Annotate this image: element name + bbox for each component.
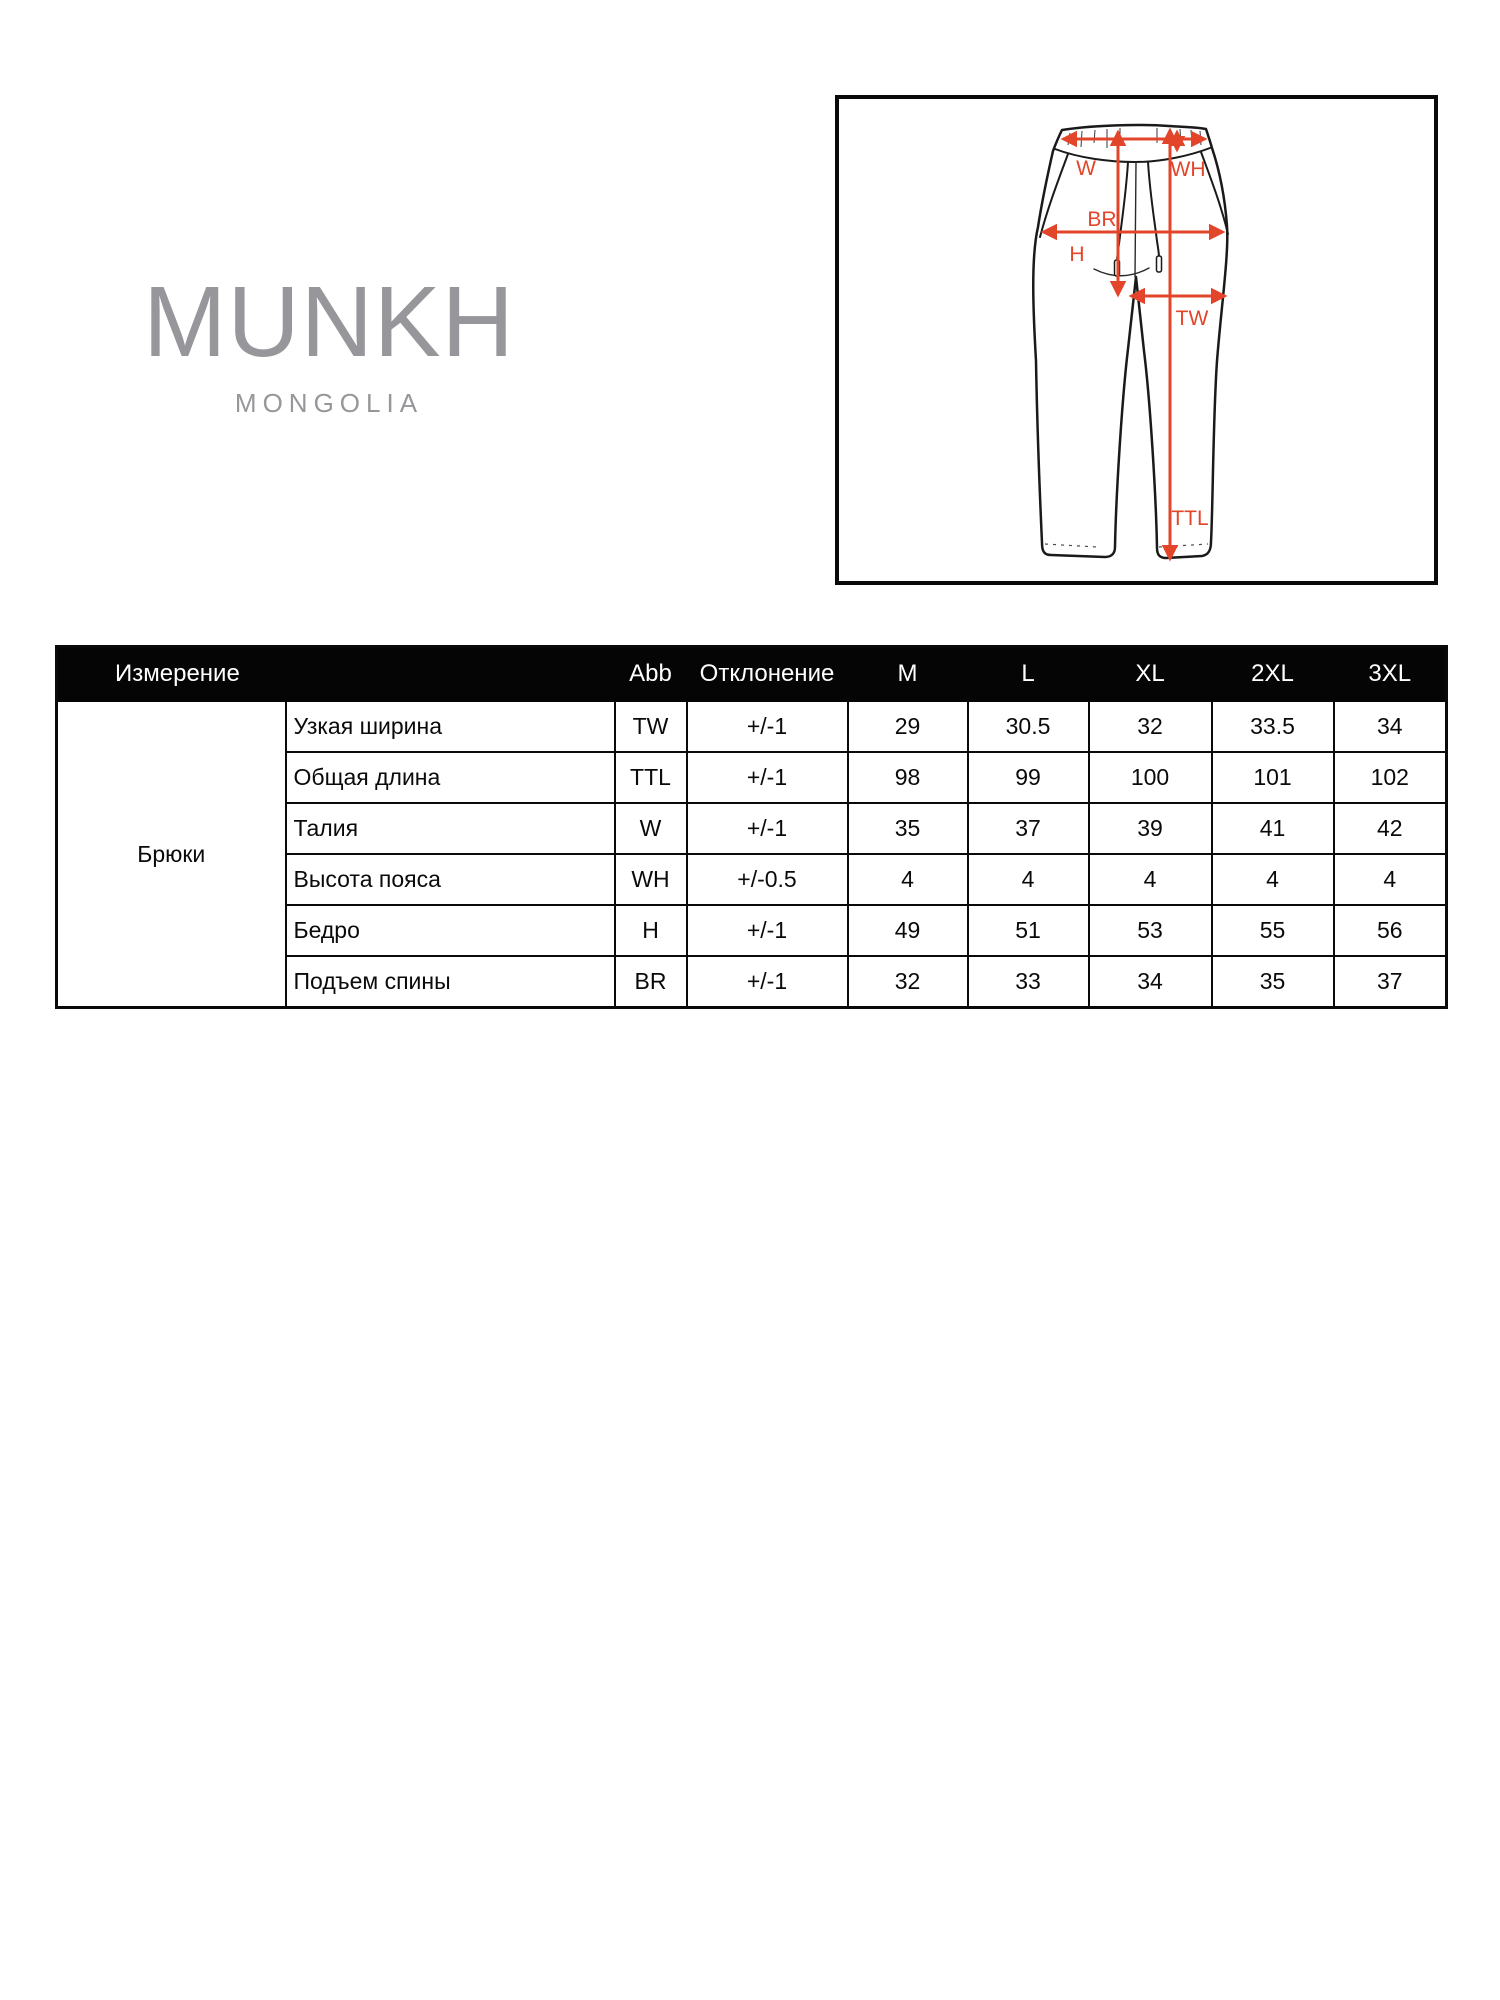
size-value-cell: 102 (1334, 752, 1447, 803)
measurement-name-cell: Узкая ширина (286, 701, 615, 752)
deviation-cell: +/-1 (687, 905, 848, 956)
deviation-cell: +/-1 (687, 956, 848, 1008)
header-measurement: Измерение (57, 647, 615, 702)
deviation-cell: +/-0.5 (687, 854, 848, 905)
size-value-cell: 100 (1089, 752, 1212, 803)
header-size-l: L (968, 647, 1089, 702)
pants-diagram-box (835, 95, 1438, 585)
size-table (55, 645, 1448, 1009)
measurement-name-cell: Бедро (286, 905, 615, 956)
size-value-cell: 35 (1212, 956, 1334, 1008)
header-size-m: M (848, 647, 968, 702)
abb-cell: TTL (615, 752, 687, 803)
abb-cell: W (615, 803, 687, 854)
size-value-cell: 30.5 (968, 701, 1089, 752)
size-value-cell: 33.5 (1212, 701, 1334, 752)
size-value-cell: 37 (968, 803, 1089, 854)
pants-diagram-svg (839, 99, 1434, 581)
size-value-cell: 29 (848, 701, 968, 752)
header-abb: Abb (615, 647, 687, 702)
measure-label-br: BR (1087, 208, 1117, 231)
size-value-cell: 34 (1334, 701, 1447, 752)
measure-label-h: H (1069, 243, 1085, 266)
size-value-cell: 4 (1089, 854, 1212, 905)
size-value-cell: 53 (1089, 905, 1212, 956)
size-value-cell: 4 (1212, 854, 1334, 905)
header-size-xl: XL (1089, 647, 1212, 702)
abb-cell: WH (615, 854, 687, 905)
measure-label-w: W (1076, 157, 1096, 180)
size-value-cell: 32 (1089, 701, 1212, 752)
size-value-cell: 101 (1212, 752, 1334, 803)
brand-subtitle: MONGOLIA (234, 388, 424, 418)
size-value-cell: 41 (1212, 803, 1334, 854)
size-value-cell: 99 (968, 752, 1089, 803)
pants-outline (1033, 125, 1227, 558)
abb-cell: BR (615, 956, 687, 1008)
size-value-cell: 39 (1089, 803, 1212, 854)
group-cell: Брюки (57, 701, 286, 1008)
size-value-cell: 49 (848, 905, 968, 956)
measure-label-ttl: TTL (1171, 507, 1209, 530)
measurement-name-cell: Высота пояса (286, 854, 615, 905)
size-value-cell: 56 (1334, 905, 1447, 956)
size-value-cell: 4 (1334, 854, 1447, 905)
size-value-cell: 55 (1212, 905, 1334, 956)
deviation-cell: +/-1 (687, 701, 848, 752)
measure-label-wh: WH (1170, 158, 1206, 181)
size-value-cell: 42 (1334, 803, 1447, 854)
brand-logo (143, 266, 515, 419)
size-value-cell: 4 (848, 854, 968, 905)
size-value-cell: 32 (848, 956, 968, 1008)
measurement-name-cell: Подъем спины (286, 956, 615, 1008)
abb-cell: TW (615, 701, 687, 752)
table-header-row (57, 647, 1447, 702)
size-value-cell: 33 (968, 956, 1089, 1008)
brand-name: MUNKH (143, 266, 515, 378)
deviation-cell: +/-1 (687, 803, 848, 854)
header-deviation: Отклонение (687, 647, 848, 702)
deviation-cell: +/-1 (687, 752, 848, 803)
table-row (57, 701, 1447, 752)
measurement-name-cell: Талия (286, 803, 615, 854)
size-value-cell: 34 (1089, 956, 1212, 1008)
size-value-cell: 37 (1334, 956, 1447, 1008)
size-value-cell: 98 (848, 752, 968, 803)
header-size-3xl: 3XL (1334, 647, 1447, 702)
abb-cell: H (615, 905, 687, 956)
header-size-2xl: 2XL (1212, 647, 1334, 702)
measure-label-tw: TW (1175, 307, 1209, 330)
size-value-cell: 4 (968, 854, 1089, 905)
measurement-name-cell: Общая длина (286, 752, 615, 803)
size-value-cell: 51 (968, 905, 1089, 956)
center-front-line (1135, 162, 1136, 277)
size-value-cell: 35 (848, 803, 968, 854)
